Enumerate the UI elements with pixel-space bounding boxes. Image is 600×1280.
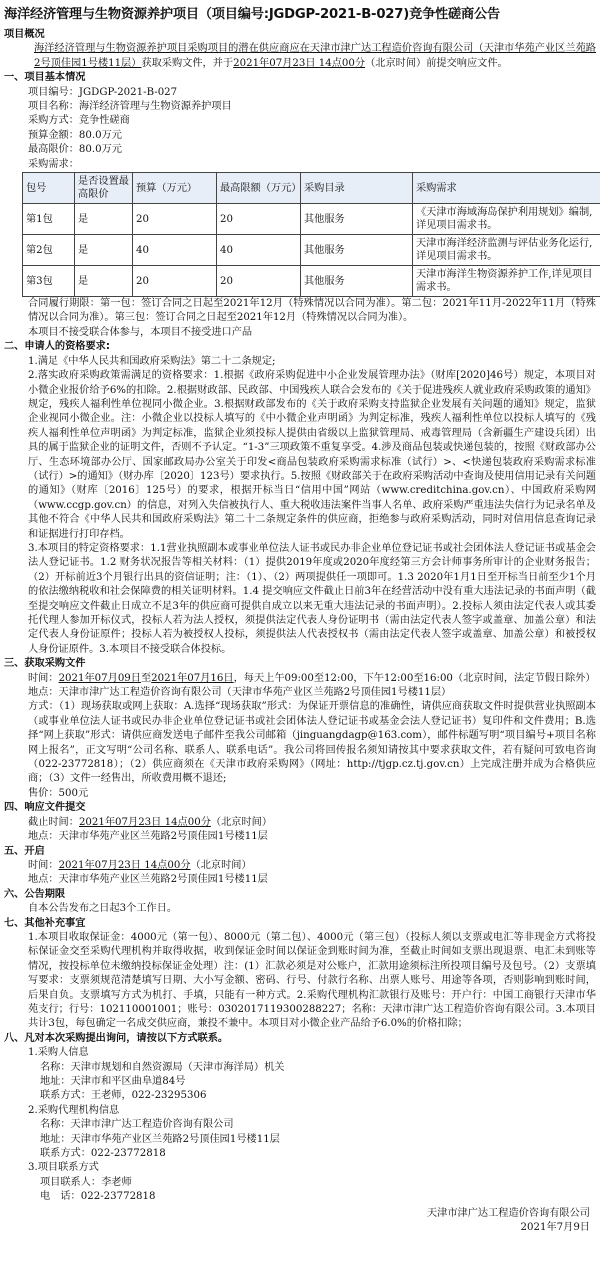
- section-1-heading: 一、项目基本情况: [4, 71, 596, 85]
- agency-address: 地址：天津市华苑产业区兰苑路2号顶佳园1号楼11层: [28, 1133, 596, 1147]
- obtain-method: 方式：（1）现场获取或网上获取：A.选择“现场获取”形式：为保证开票信息的准确性，请供应商获取文件时提供营业执照副本（或事业单位法人证书或民办非企业单位登记证书或社会团体法人登记证书或基金会法人登记证书）复印件和文件费用；B.选择“网上获取”形式：请供应商发送电子邮件至我公司邮箱（jinguangdagp@163.com），邮件标题写明“项目编号+项目名称 网上报名”，正文写明“公司名称、联系人、联系电话”。我公司将回传报名须知请按其中要求获取文件，若有疑问可致电咨询（022-23772818）；（2）供应商须在《天津市政府采购网》（网址：http://tjgp.cz.tj.gov.cn）上完成注册并成为合格供应商；（3）文件一经售出，所收费用概不退还;: [4, 700, 596, 786]
- agency-contact: 联系方式：022-23772818: [28, 1147, 596, 1161]
- purchaser-address: 地址：天津市和平区曲阜道84号: [28, 1075, 596, 1089]
- announcement-page: [4, 6, 596, 1235]
- package-table: [22, 172, 600, 297]
- table-cell: 40: [133, 235, 217, 266]
- header-cell: 预算（万元）: [133, 173, 217, 204]
- table-cell: 天津市海洋生物资源养护工作,详见项目需求书。: [413, 266, 600, 297]
- overview-text-5: （北京时间）前提交响应文件。: [365, 58, 508, 69]
- obtain-hours: ，每天上午09:00至12:00，下午12:00至16:00（北京时间，法定节假日除外）: [234, 673, 596, 684]
- notice-period: 自本公告发布之日起3个工作日。: [4, 902, 596, 916]
- table-cell: 其他服务: [301, 266, 413, 297]
- overview-text-3: 获取采购文件，并于: [141, 58, 233, 69]
- table-row: [23, 204, 600, 235]
- qualification-2: 2.落实政府采购政策需满足的资格要求：1.根据《政府采购促进中小企业发展管理办法》（财库[2020]46号）规定，本项目对小微企业报价给予6%的扣除。2.根据财政部、民政部、中国残疾人联合会发布的《关于促进残疾人就业政府采购政策的通知》规定，残疾人福利性单位视同小微企业。3.根据财政部发布的《关于政府采购支持监狱企业发展有关问题的通知》规定，监狱企业视同小微企业。注：小微企业以投标人填写的《中小微企业声明函》为判定标准，残疾人福利性单位以投标人填写的《残疾人福利性单位声明函》为判定标准，监狱企业须投标人提供由省级以上监狱管理局、戒毒管理局（含新疆生产建设兵团）出具的属于监狱企业的证明文件，否则不予认定。“1-3”三项政策不重复享受。4.涉及商品包装或快递包装的，按照《财政部办公厅、生态环境部办公厅、国家邮政局办公室关于印发<商品包装政府采购需求标准（试行）>、<快递包装政府采购需求标准（试行）>的通知》（财办库〔2020〕123号）要求执行。5.按照《财政部关于在政府采购活动中查询及使用信用记录有关问题的通知》（财库〔2016〕125号）的要求，根据开标当日“信用中国”网站（www.creditchina.gov.cn）、中国政府采购网（www.ccgp.gov.cn）的信息，对列入失信被执行人、重大税收违法案件当事人名单、政府采购严重违法失信行为记录名单及其他不符合《中华人民共和国政府采购法》第二十二条规定条件的供应商，拒绝参与政府采购活动，同时对信用信息查询记录和证据进行打印存档。: [4, 369, 596, 542]
- header-cell: 包号: [23, 173, 75, 204]
- project-contact-title: 3.项目联系方式: [28, 1161, 596, 1175]
- table-cell: 20: [133, 266, 217, 297]
- obtain-to: 至: [141, 673, 151, 684]
- opening-time: [4, 859, 596, 873]
- submit-deadline: [4, 816, 596, 830]
- contact-block: [4, 1046, 596, 1204]
- obtain-end-date: 2021年07月16日: [151, 673, 233, 684]
- table-cell: 是: [75, 204, 133, 235]
- overview-agency-link[interactable]: 天津市津广达工程造价咨询有限公司（天津市华苑产业区兰苑路2号顶佳园1号楼11层）: [34, 43, 596, 68]
- purchaser-title: 1.采购人信息: [28, 1046, 596, 1060]
- project-code: 项目编号：JGDGP-2021-B-027: [28, 86, 596, 100]
- deadline-tz: （北京时间）: [211, 817, 272, 828]
- opening-time-label: 时间：: [28, 860, 59, 871]
- max-price: 最高限价：80.0万元: [28, 143, 596, 157]
- overview-text-1: 海洋经济管理与生物资源养护项目采购项目的潜在供应商应在: [34, 43, 310, 54]
- agency-title: 2.采购代理机构信息: [28, 1104, 596, 1118]
- document-price: 售价：500元: [4, 787, 596, 801]
- opening-place: 地点：天津市华苑产业区兰苑路2号顶佳园1号楼11层: [4, 873, 596, 887]
- page-title: 海洋经济管理与生物资源养护项目（项目编号:JGDGP-2021-B-027)竞争性磋商公告: [4, 6, 596, 24]
- section-5-heading: 五、开启: [4, 845, 596, 859]
- table-cell: 20: [217, 266, 301, 297]
- header-cell: 采购需求: [413, 173, 600, 204]
- table-cell: 是: [75, 235, 133, 266]
- table-row: [23, 266, 600, 297]
- contract-period: 合同履行期限：第一包：签订合同之日起至2021年12月（特殊情况以合同为准）。第二包：2021年11月-2022年11月（特殊情况以合同为准）。第三包：签订合同之日起至2021年12月（特殊情况以合同为准）。: [4, 297, 596, 326]
- project-contact-phone: 电 话：022-23772818: [28, 1190, 596, 1204]
- header-cell: 采购目录: [301, 173, 413, 204]
- table-cell: 20: [217, 204, 301, 235]
- table-cell: 天津市海洋经济监测与评估业务化运行,详见项目需求书。: [413, 235, 600, 266]
- section-6-heading: 六、公告期限: [4, 888, 596, 902]
- section-4-heading: 四、响应文件提交: [4, 801, 596, 815]
- obtain-time: [4, 672, 596, 686]
- signature-org: 天津市津广达工程造价咨询有限公司: [4, 1207, 596, 1221]
- section-2-heading: 二、申请人的资格要求:: [4, 340, 596, 354]
- obtain-start-date: 2021年07月09日: [59, 673, 141, 684]
- overview-deadline: 2021年07月23日 14点00分: [233, 58, 365, 69]
- table-row: [23, 235, 600, 266]
- qualification-1: 1.满足《中华人民共和国政府采购法》第二十二条规定;: [4, 355, 596, 369]
- package-table-header: [23, 173, 600, 204]
- section-3-heading: 三、获取采购文件: [4, 657, 596, 671]
- other-matters: 1.本项目收取保证金：4000元（第一包）、8000元（第二包）、4000元（第三包）（投标人须以支票或电汇等非现金方式将投标保证金交至采购代理机构并取得收据，收到保证金时间以保证金到账时间为准，至截止时间如支票出现退票、电汇未到账等情况，按投标单位未缴纳投标保证金处理）注：(1）汇款必须是对公账户，汇款用途须标注所投项目编号及包号。（2）支票填写要求：支票须规范清楚填写日期、大小写金额、密码、行号、付款行名称、出票人账号、用途等各项，否则影响到账时间，后果自负。支票填写方式为机打、手填，只能有一种方式。2.采购代理机构汇款银行及账号：开户行：中国工商银行天津市华苑支行；行号：102110001001；账号：0302017119300288227；名称：天津市津广达工程造价咨询有限公司。3.本项目共计3包，每包确定一名成交供应商，兼投不兼中。本项目对小微企业产品给予6.0%的价格扣除；: [4, 931, 596, 1032]
- overview-text: [4, 42, 596, 71]
- table-cell: 是: [75, 266, 133, 297]
- signature-date: 2021年7月9日: [4, 1221, 596, 1235]
- overview-heading: 项目概况: [4, 28, 596, 42]
- table-cell: 40: [217, 235, 301, 266]
- table-cell: 其他服务: [301, 235, 413, 266]
- table-cell: 《天津市海域海岛保护利用规划》编制,详见项目需求书。: [413, 204, 600, 235]
- purchaser-contact: 联系方式：王老师，022-23295306: [28, 1089, 596, 1103]
- section-8-heading: 八、凡对本次采购提出询问，请按以下方式联系。: [4, 1032, 596, 1046]
- obtain-time-label: 时间：: [28, 673, 59, 684]
- table-cell: 第1包: [23, 204, 75, 235]
- agency-name: 名称：天津市津广达工程造价咨询有限公司: [28, 1118, 596, 1132]
- project-info: [4, 86, 596, 172]
- project-contact-person: 项目联系人：李老师: [28, 1176, 596, 1190]
- table-cell: 第3包: [23, 266, 75, 297]
- consortium-note: 本项目不接受联合体参与，本项目不接受进口产品: [4, 326, 596, 340]
- opening-time-tz: （北京时间）: [191, 860, 252, 871]
- header-cell: 是否设置最高限价: [75, 173, 133, 204]
- deadline-label: 截止时间：: [28, 817, 79, 828]
- submit-place: 地点：天津市华苑产业区兰苑路2号顶佳园1号楼11层: [4, 830, 596, 844]
- budget-amount: 预算金额：80.0万元: [28, 129, 596, 143]
- purchaser-name: 名称：天津市规划和自然资源局（天津市海洋局）机关: [28, 1061, 596, 1075]
- project-name: 项目名称：海洋经济管理与生物资源养护项目: [28, 100, 596, 114]
- requirements-label: 采购需求：: [28, 158, 596, 172]
- table-cell: 其他服务: [301, 204, 413, 235]
- table-cell: 20: [133, 204, 217, 235]
- deadline-value: 2021年07月23日 14点00分: [79, 817, 211, 828]
- table-cell: 第2包: [23, 235, 75, 266]
- procurement-method: 采购方式：竞争性磋商: [28, 114, 596, 128]
- qualification-3: 3.本项目的特定资格要求：1.1营业执照副本或事业单位法人证书或民办非企业单位登记证书或社会团体法人登记证书或基金会法人登记证书。1.2 财务状况报告等相关材料：（1）提供2019年度或2020年度经第三方会计师事务所审计的企业财务报告；（2）开标前近3个月银行出具的资信证明；注：（1）、（2）两项提供任一项即可。1.3 2020年1月1日至开标当日前至少1个月的依法缴纳税收和社会保障费的相关证明材料。1.4 提交响应文件截止日前3年在经营活动中没有重大违法记录的书面声明（截至提交响应文件截止日成立不足3年的供应商可提供自成立以来无重大违法记录的书面声明）。2.投标人须由法定代表人或其委托代理人参加开标仪式，投标人若为法人授权，须提供法定代表人身份证明书（需由法定代表人签字或盖章、加盖公章）和法定代表人身份证原件；投标人若为被授权人投标，须提供法人代表授权书（需由法定代表人签字或盖章、加盖公章）和被授权人身份证原件。3.本项目不接受联合体投标。: [4, 542, 596, 657]
- opening-time-value: 2021年07月23日 14点00分: [59, 860, 191, 871]
- obtain-place: 地点：天津市津广达工程造价咨询有限公司（天津市华苑产业区兰苑路2号顶佳园1号楼11层）: [4, 686, 596, 700]
- section-7-heading: 七、其他补充事宜: [4, 917, 596, 931]
- header-cell: 最高限额（万元）: [217, 173, 301, 204]
